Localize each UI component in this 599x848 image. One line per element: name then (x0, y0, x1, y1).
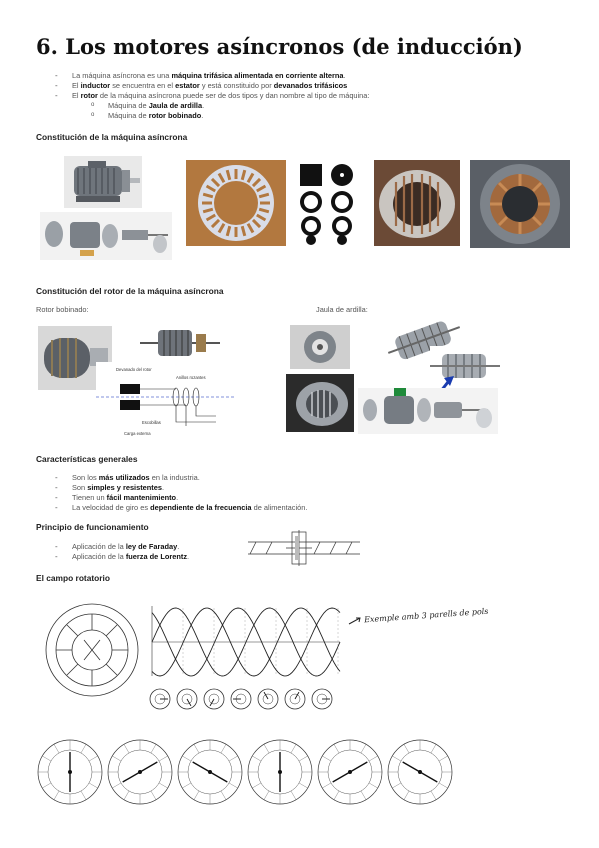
intro-line-3: El rotor de la máquina asíncrona puede ser de dos tipos y dan nombre al tipo de máquina: (72, 91, 370, 100)
bullet-dash: - (55, 91, 58, 100)
three-phase-waveform (148, 602, 344, 678)
rotating-field-sequence (34, 730, 464, 812)
bullet-dash: - (55, 552, 58, 561)
bullet-dash: - (55, 473, 58, 482)
section-caracteristicas: Características generales (36, 454, 138, 464)
caracteristica-4: La velocidad de giro es dependiente de la frecuencia de alimentación. (72, 503, 308, 512)
sub-bullet: o (91, 112, 95, 118)
bullet-dash: - (55, 493, 58, 502)
cage-exploded-photo (358, 388, 498, 434)
intro-sub-2: Máquina de rotor bobinado. (108, 111, 204, 120)
bullet-dash: - (55, 503, 58, 512)
section-principio: Principio de funcionamiento (36, 522, 149, 532)
section-campo: El campo rotatorio (36, 573, 110, 583)
bullet-dash: - (55, 483, 58, 492)
caracteristica-1: Son los más utilizados en la industria. (72, 473, 200, 482)
principio-2: Aplicación de la fuerza de Lorentz. (72, 552, 190, 561)
motor-photo (64, 156, 142, 208)
intro-sub-1: Máquina de Jaula de ardilla. (108, 101, 205, 110)
label-rotor-bobinado: Rotor bobinado: (36, 305, 89, 314)
bullet-dash: - (55, 542, 58, 551)
intro-line-2: El inductor se encuentra en el estator y está constituido por devanados trifásicos (72, 81, 348, 90)
stator-lamination-photo (186, 160, 286, 246)
section-rotor: Constitución del rotor de la máquina asíncrona (36, 286, 224, 296)
caracteristica-3: Tienen un fácil mantenimiento. (72, 493, 179, 502)
exploded-motor-photo (40, 212, 172, 260)
laminations-photo (296, 160, 362, 246)
section-constitucion: Constitución de la máquina asíncrona (36, 132, 188, 142)
bullet-dash: - (55, 71, 58, 80)
label-escobillas: Escobillas (142, 420, 161, 425)
lorentz-diagram (246, 528, 362, 568)
principio-1: Aplicación de la ley de Faraday. (72, 542, 180, 551)
label-carga: Carga externa (124, 431, 151, 436)
stator-core-photo (374, 160, 460, 246)
label-anillos: Anillos rozantes (176, 375, 206, 380)
cage-housing-photo (286, 374, 354, 432)
caracteristica-2: Son simples y resistentes. (72, 483, 165, 492)
wound-rotor-drawing (140, 326, 220, 360)
bullet-dash: - (55, 81, 58, 90)
phasor-row (146, 682, 336, 714)
wound-stator-photo (470, 160, 570, 248)
label-jaula-ardilla: Jaula de ardilla: (316, 305, 368, 314)
intro-line-1: La máquina asíncrona es una máquina trifásica alimentada en corriente alterna. (72, 71, 346, 80)
rotor-circuit-diagram (96, 362, 236, 438)
page-title: 6. Los motores asíncronos (de inducción) (36, 34, 523, 59)
cage-end-photo (290, 325, 350, 369)
sub-bullet: o (91, 102, 95, 108)
handwritten-note: Exemple amb 3 parells de pols (363, 606, 489, 625)
label-devanado: Devanado del rotor (116, 367, 152, 372)
rotating-field-machine (40, 600, 144, 700)
pen-arrow-icon (348, 616, 362, 626)
